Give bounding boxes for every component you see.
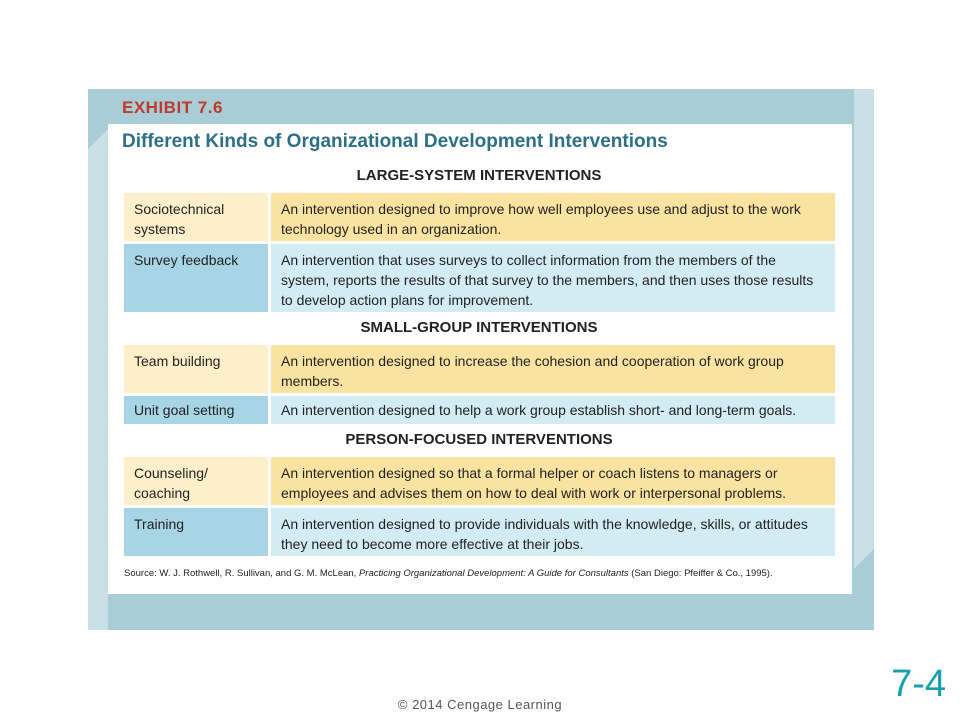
row-definition: An intervention that uses surveys to collect information from the members of the system, reports the results of that survey to the members, and then uses those results to develop action plans for improvement. bbox=[271, 244, 835, 312]
row-term: Counseling/ coaching bbox=[124, 457, 268, 505]
row-definition: An intervention designed to improve how well employees use and adjust to the work technology used in an organization. bbox=[271, 193, 835, 241]
exhibit-label: EXHIBIT 7.6 bbox=[122, 98, 223, 117]
row-term: Survey feedback bbox=[124, 244, 268, 312]
section-heading-person-focused: PERSON-FOCUSED INTERVENTIONS bbox=[345, 431, 613, 448]
section-heading-small-group: SMALL-GROUP INTERVENTIONS bbox=[360, 319, 598, 336]
table-row bbox=[124, 508, 835, 556]
row-definition: An intervention designed to help a work group establish short- and long-term goals. bbox=[271, 396, 835, 424]
source-prefix: Source: W. J. Rothwell, R. Sullivan, and G. M. McLean, bbox=[124, 568, 359, 579]
source-citation bbox=[124, 568, 844, 579]
source-book-title: Practicing Organizational Development: A Guide for Consultants bbox=[358, 568, 629, 579]
table-row bbox=[124, 244, 835, 312]
row-term: Training bbox=[124, 508, 268, 556]
section-heading-large-system: LARGE-SYSTEM INTERVENTIONS bbox=[356, 167, 602, 184]
table-row bbox=[124, 457, 835, 505]
row-definition: An intervention designed to provide individuals with the knowledge, skills, or attitudes they need to become more effective at their jobs. bbox=[271, 508, 835, 556]
row-definition: An intervention designed so that a formal helper or coach listens to managers or employees and advises them on how to deal with work or interpersonal problems. bbox=[271, 457, 835, 505]
table-row bbox=[124, 396, 835, 424]
row-term: Team building bbox=[124, 345, 268, 393]
source-suffix: (San Diego: Pfeiffer & Co., 1995). bbox=[628, 568, 773, 579]
row-definition: An intervention designed to increase the cohesion and cooperation of work group members. bbox=[271, 345, 835, 393]
table-row bbox=[124, 345, 835, 393]
copyright-notice: © 2014 Cengage Learning bbox=[397, 697, 563, 712]
exhibit-title: Different Kinds of Organizational Development Interventions bbox=[122, 131, 668, 152]
row-term: Unit goal setting bbox=[124, 396, 268, 424]
row-term: Sociotechnical systems bbox=[124, 193, 268, 241]
slide-number: 7-4 bbox=[891, 663, 946, 705]
table-row bbox=[124, 193, 835, 241]
